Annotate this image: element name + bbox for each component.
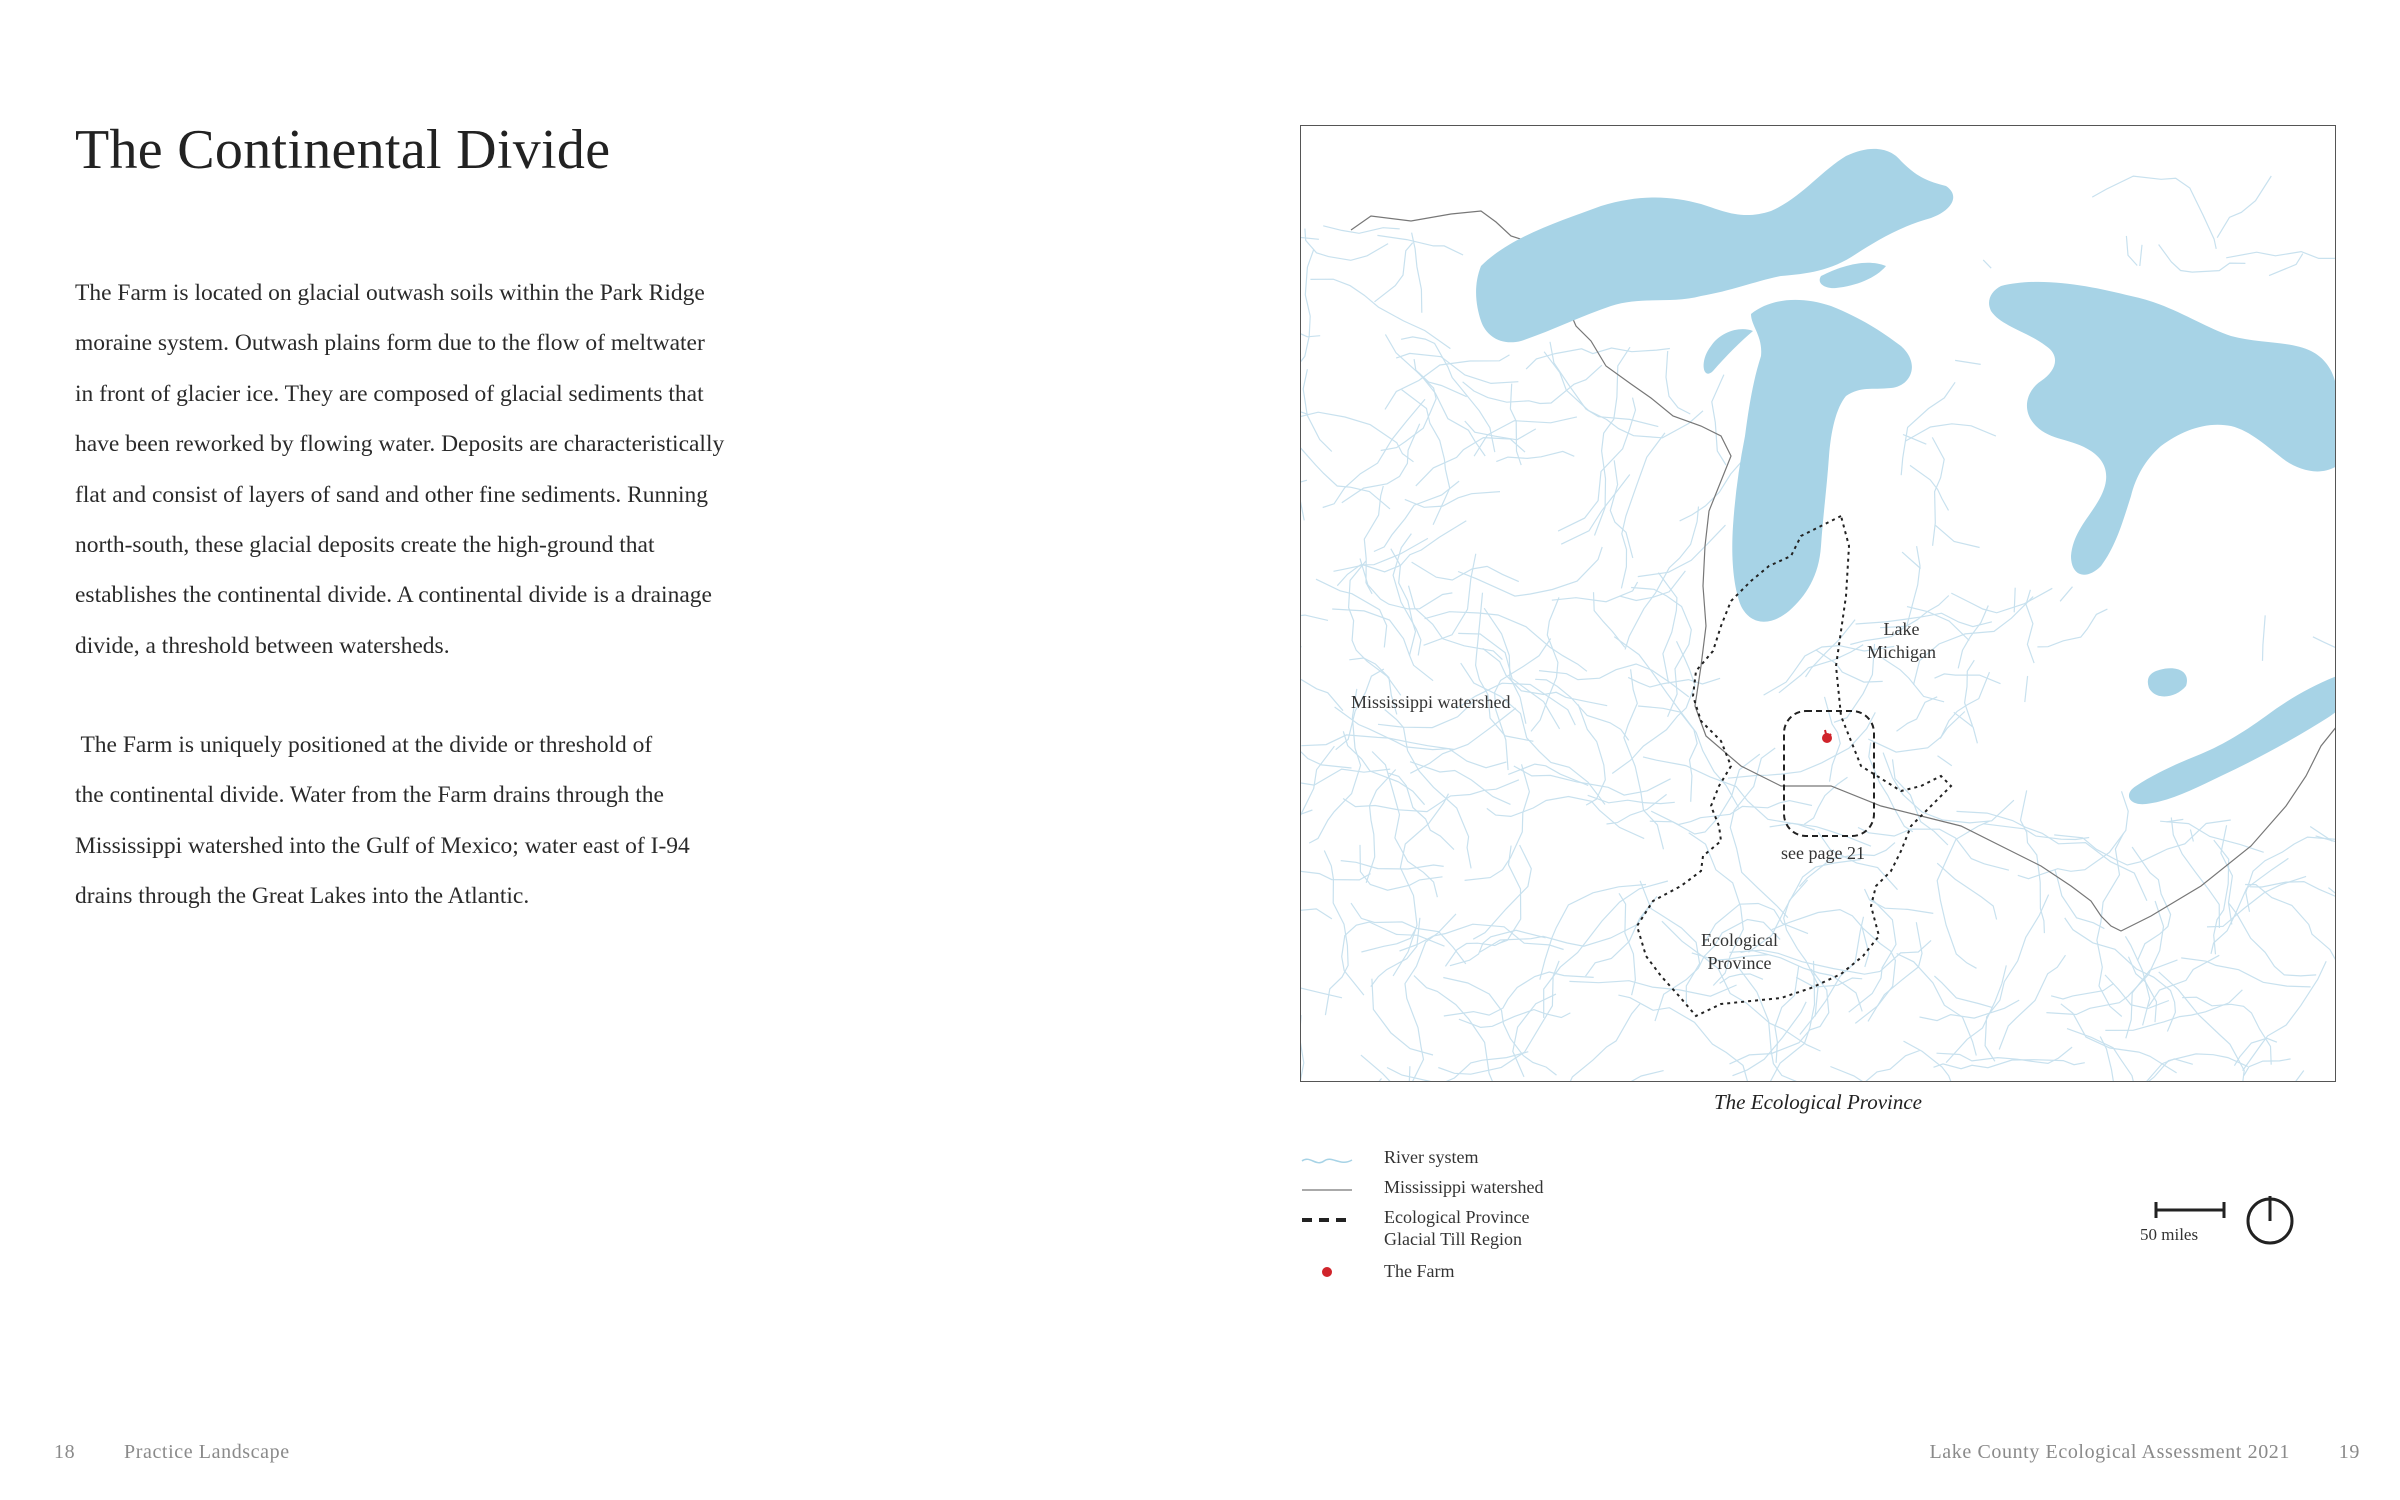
river-stroke [2245,885,2336,996]
river-stroke [1638,525,1726,577]
river-stroke [1387,1052,1528,1082]
river-stroke [2115,1059,2193,1082]
river-stroke [1775,966,1799,1063]
river-stroke [1607,794,1667,824]
river-stroke [1375,243,1413,302]
body-paragraph-2 [75,720,755,922]
river-stroke [1830,1067,1929,1083]
river-stroke [1301,439,1390,509]
river-stroke [1364,486,1383,594]
river-stroke [1445,940,1505,966]
river-stroke [2211,858,2288,953]
river-stroke [1396,353,1518,383]
river-stroke [1784,880,1819,1016]
legend-label: River system [1384,1147,1479,1167]
text-line: the continental divide. Water from the Farm drains through the [75,782,664,809]
legend-item-province [1300,1206,1700,1256]
river-stroke [1619,893,1635,995]
label-line: Ecological Province [1384,1207,1530,1227]
river-stroke [1458,547,1602,596]
river-stroke [1951,588,2052,613]
river-stroke [2140,245,2142,266]
river-stroke [2229,904,2316,976]
river-stroke [2025,676,2028,702]
river-stroke [1324,851,1348,1016]
river-stroke [1904,1041,1960,1082]
river-stroke [1301,807,1312,821]
river-stroke [1474,417,1577,456]
river-stroke [1858,827,2009,870]
river-stroke [1301,988,1342,998]
lake-michigan [1704,300,1912,622]
legend-item-watershed [1300,1176,1700,1206]
river-stroke [1402,390,1450,525]
river-stroke [2060,587,2072,602]
river-stroke [2067,1029,2138,1082]
text-line: Mississippi watershed into the Gulf of Mexico; water east of I-94 [75,832,690,859]
text-line: have been reworked by flowing water. Deposits are characteristically [75,431,725,458]
river-stroke [1862,1051,1919,1083]
river-stroke [1730,748,1788,918]
lake-superior [1476,149,1953,342]
river-stroke [1424,554,1476,646]
river-stroke [1935,525,1979,547]
river-stroke [1444,972,1594,1016]
river-stroke [2144,1054,2248,1082]
river-stroke [1301,363,1307,486]
text-line: in front of glacier ice. They are composed of glacial sediments that [75,380,704,407]
river-stroke [1487,797,1644,839]
dashed-line-icon [1300,1206,1354,1236]
river-stroke [1772,910,1869,967]
river-stroke [2105,990,2242,1031]
legend-item-farm [1300,1260,1700,1290]
river-stroke [2226,252,2336,270]
river-stroke [1412,562,1519,582]
river-stroke [1301,249,1314,381]
river-stroke [1957,811,2147,900]
river-stroke [1983,260,1991,268]
river-stroke [1381,334,1436,450]
river-stroke [1391,549,1433,681]
river-stroke [1535,679,1629,740]
legend-label: The Farm [1384,1261,1455,1281]
river-stroke [1954,712,1978,743]
river-stroke [2132,847,2171,961]
river-stroke [2092,176,2216,249]
river-stroke [1958,606,1988,669]
river-stroke [1372,979,1433,1055]
river-stroke [1955,360,1981,364]
text-line: moraine system. Outwash plains form due to the flow of meltwater [75,330,705,357]
river-stroke [2014,588,2015,613]
river-stroke [1733,1002,1807,1076]
mississippi-watershed-label: Mississippi watershed [1351,692,1511,712]
river-stroke [1409,586,1503,660]
river-stroke [1666,351,1690,414]
footer-right-page-number: 19 [2338,1441,2360,1463]
river-stroke [1920,1000,2020,1021]
river-stroke [2217,176,2271,238]
river-stroke [2055,869,2105,928]
river-stroke [1897,697,1938,731]
river-stroke [1374,481,1459,551]
river-stroke [1985,895,2049,1062]
river-stroke [1624,669,1664,849]
river-stroke [1410,762,1510,805]
river-stroke [1301,735,1454,750]
river-stroke [1301,324,1320,337]
river-stroke [1465,421,1536,440]
text-line: divide, a threshold between watersheds. [75,632,450,659]
river-stroke [2246,837,2336,912]
river-stroke [1934,1060,2085,1069]
river-stroke [1560,1004,1640,1082]
farm-dot-icon [1300,1260,1354,1290]
river-stroke [1937,863,1996,919]
river-stroke [1310,279,1450,348]
river-stroke [1329,1079,1382,1083]
legend-label: Mississippi watershed [1384,1177,1544,1197]
river-stroke [1351,903,1466,964]
see-page-label: see page 21 [1781,843,1865,863]
river-stroke [2126,236,2137,266]
scale-bar-icon [2150,1198,2230,1228]
footer-right-title: Lake County Ecological Assessment 2021 [1929,1441,2290,1463]
river-stroke [1804,777,1847,824]
river-stroke [1412,233,1422,313]
river-icon [1300,1146,1354,1176]
river-stroke [1544,352,1703,438]
river-stroke [1897,954,1977,1056]
river-stroke [1621,433,1665,589]
river-stroke [1868,712,1965,753]
text-line: The Farm is located on glacial outwash soils within the Park Ridge [75,280,705,306]
river-stroke [2250,882,2336,924]
river-stroke [2181,958,2310,987]
river-stroke [1618,995,1759,1082]
text-line: flat and consist of layers of sand and other fine sediments. Running [75,481,709,508]
river-stroke [1496,451,1574,461]
river-stroke [2194,1071,2304,1083]
river-stroke [1301,667,1352,768]
river-stroke [1341,861,1444,869]
river-stroke [1720,974,1763,983]
river-stroke [1393,794,1448,976]
river-stroke [1450,930,1546,965]
river-stroke [1377,235,1463,255]
north-arrow-icon [2242,1192,2298,1248]
river-stroke [1342,922,1445,995]
legend-item-river [1300,1146,1700,1176]
label-line: Province [1707,953,1772,973]
river-stroke [1658,573,1677,684]
river-stroke [2310,827,2332,842]
river-stroke [1712,375,1726,465]
river-stroke [2159,972,2245,1082]
river-stroke [1946,965,2006,1062]
text-line: The Farm is uniquely positioned at the divide or threshold of [75,732,653,758]
river-stroke [1550,342,1658,427]
river-stroke [1323,226,1400,234]
text-line: establishes the continental divide. A continental divide is a drainage [75,582,712,609]
river-stroke [1893,759,1948,845]
river-stroke [1531,597,1559,731]
river-stroke [2269,254,2303,276]
river-stroke [1385,355,1510,410]
river-stroke [1680,463,1741,521]
river-stroke [1558,398,1635,531]
label-line: Lake [1883,619,1920,639]
body-paragraph-1 [75,268,755,671]
river-stroke [1514,766,1671,795]
lake-erie [2129,668,2336,804]
river-stroke [1405,492,1500,508]
river-stroke [1614,637,1738,808]
river-stroke [1510,384,1521,466]
river-stroke [1425,612,1587,672]
river-stroke [1569,981,1736,997]
ecological-province-map [1300,125,2336,1082]
river-stroke [1638,706,1697,802]
scale-label: 50 miles [2140,1225,2199,1244]
river-stroke [1301,615,1328,641]
ecological-province-label [1701,929,1778,975]
page-title: The Continental Divide [75,119,611,181]
label-line: Ecological [1701,930,1778,950]
river-stroke [1361,1055,1414,1082]
river-stroke [2263,615,2266,661]
map-graphic [1301,126,2336,1082]
see-page-21-callout [1784,711,1874,836]
river-stroke [1301,1015,1304,1082]
river-stroke [2037,609,2107,647]
river-stroke [2100,1037,2115,1083]
river-stroke [1360,559,1452,609]
river-stroke [2244,1059,2291,1076]
label-line: Michigan [1867,642,1936,662]
river-stroke [2214,840,2229,954]
river-stroke [2313,627,2336,648]
river-stroke [1938,756,1952,766]
lake-huron [1989,282,2336,575]
river-stroke [1342,424,1420,503]
river-stroke [1371,918,1420,987]
text-line: north-south, these glacial deposits create the high-ground that [75,532,655,559]
river-stroke [1463,365,1602,403]
watershed-line-icon [1300,1176,1354,1206]
legend-label [1384,1206,1529,1250]
river-stroke [2207,876,2306,927]
river-stroke [1416,438,1525,486]
river-stroke [2159,245,2246,273]
river-stroke [1385,710,1472,869]
river-stroke [1937,1047,2073,1063]
text-line: drains through the Great Lakes into the Atlantic. [75,883,530,910]
label-line: Glacial Till Region [1384,1229,1523,1249]
river-stroke [1332,609,1410,656]
river-stroke [2125,936,2149,1025]
river-stroke [1303,369,1332,451]
river-stroke [1501,1071,1664,1082]
river-stroke [1999,955,2065,1049]
river-stroke [1349,561,1401,696]
river-stroke [1526,348,1670,369]
river-stroke [1883,658,1945,702]
river-stroke [1438,961,1559,1074]
river-stroke [1906,424,1996,441]
river-stroke [1965,660,1975,726]
footer-left-section: Practice Landscape [124,1441,290,1463]
river-stroke [1806,620,1856,677]
river-stroke [1910,465,1949,510]
river-stroke [1779,645,1863,693]
river-stroke [1586,896,1657,976]
map-caption: The Ecological Province [1714,1090,1922,1114]
river-stroke [1305,229,1388,261]
river-stroke [1301,226,1319,247]
river-stroke [1301,440,1304,520]
lake-michigan-label [1867,618,1936,664]
river-stroke [1869,743,1913,832]
footer-left-page-number: 18 [54,1441,76,1463]
